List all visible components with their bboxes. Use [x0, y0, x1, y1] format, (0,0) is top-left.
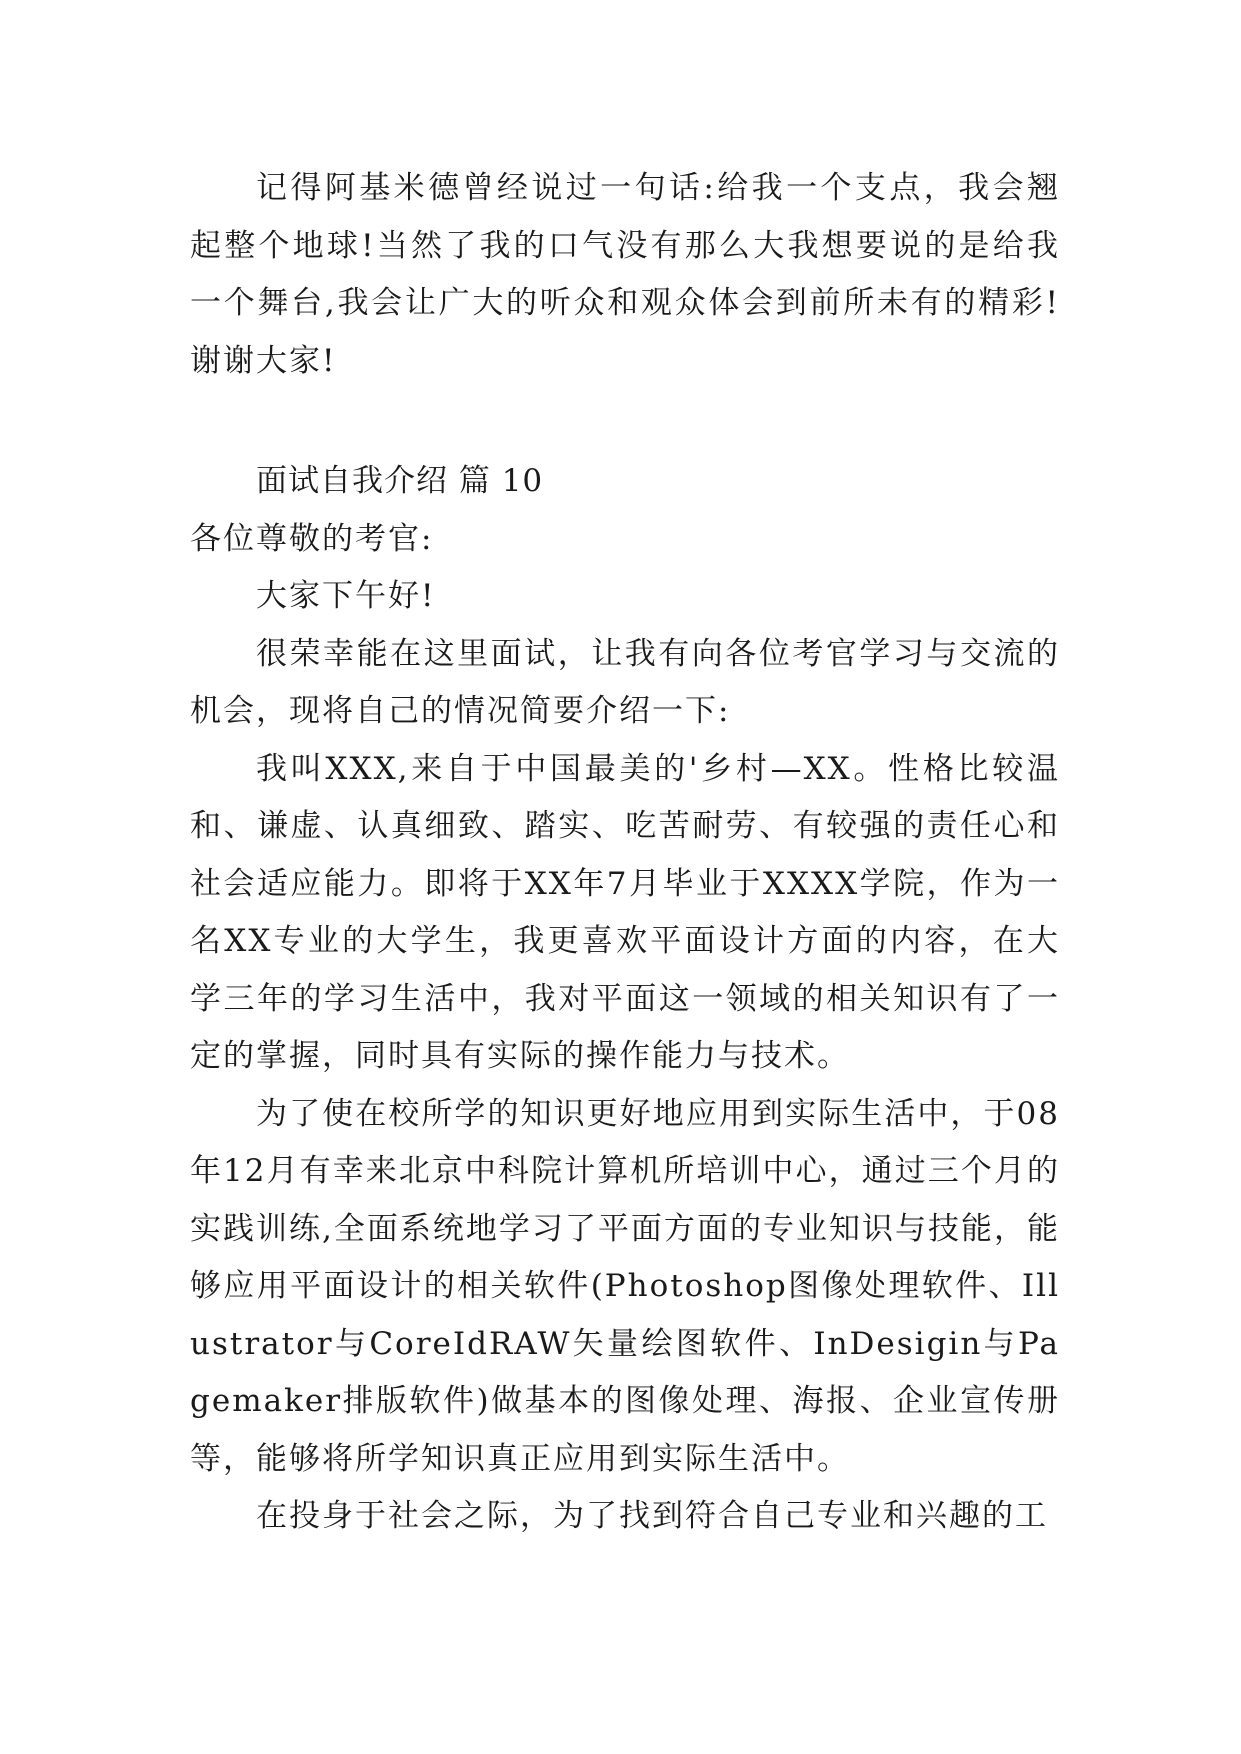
greeting: 大家下午好! — [256, 578, 436, 614]
body-paragraph: 在投身于社会之际，为了找到符合自己专业和兴趣的工 — [256, 1498, 1048, 1534]
salutation: 各位尊敬的考官: — [190, 520, 434, 557]
body-paragraph: 我叫XXX,来自于中国最美的'乡村—XX。性格比较温和、谦虚、认真细致、踏实、吃苦耐劳、有较强的责任心和社会适应能力。即将于XX年7月毕业于XXXX学院，作为一名XX专业的大学生，我更喜欢平面设计方面的内容，在大学三年的学习生活中，我对平面这一领域的相关知识有了一定的掌握，同时具有实际的操作能力与技术。 — [190, 750, 1060, 1074]
intro-section — [190, 160, 1060, 390]
intro-paragraph: 记得阿基米德曾经说过一句话:给我一个支点，我会翘起整个地球!当然了我的口气没有那么大我想要说的是给我一个舞台,我会让广大的听众和观众体会到前所未有的精彩!谢谢大家! — [190, 170, 1060, 379]
body-paragraph: 为了使在校所学的知识更好地应用到实际生活中，于08年12月有幸来北京中科院计算机所培训中心，通过三个月的实践训练,全面系统地学习了平面方面的专业知识与技能，能够应用平面设计的相关软件(Photoshop图像处理软件、Illustrator与CoreIdRAW矢量绘图软件、InDesigin与Pagemaker排版软件)做基本的图像处理、海报、企业宣传册等，能够将所学知识真正应用到实际生活中。 — [190, 1095, 1060, 1477]
section-heading: 面试自我介绍 篇 10 — [256, 463, 544, 499]
self-intro-section — [190, 453, 1060, 1546]
body-paragraph: 很荣幸能在这里面试，让我有向各位考官学习与交流的机会，现将自己的情况简要介绍一下: — [190, 635, 1060, 729]
